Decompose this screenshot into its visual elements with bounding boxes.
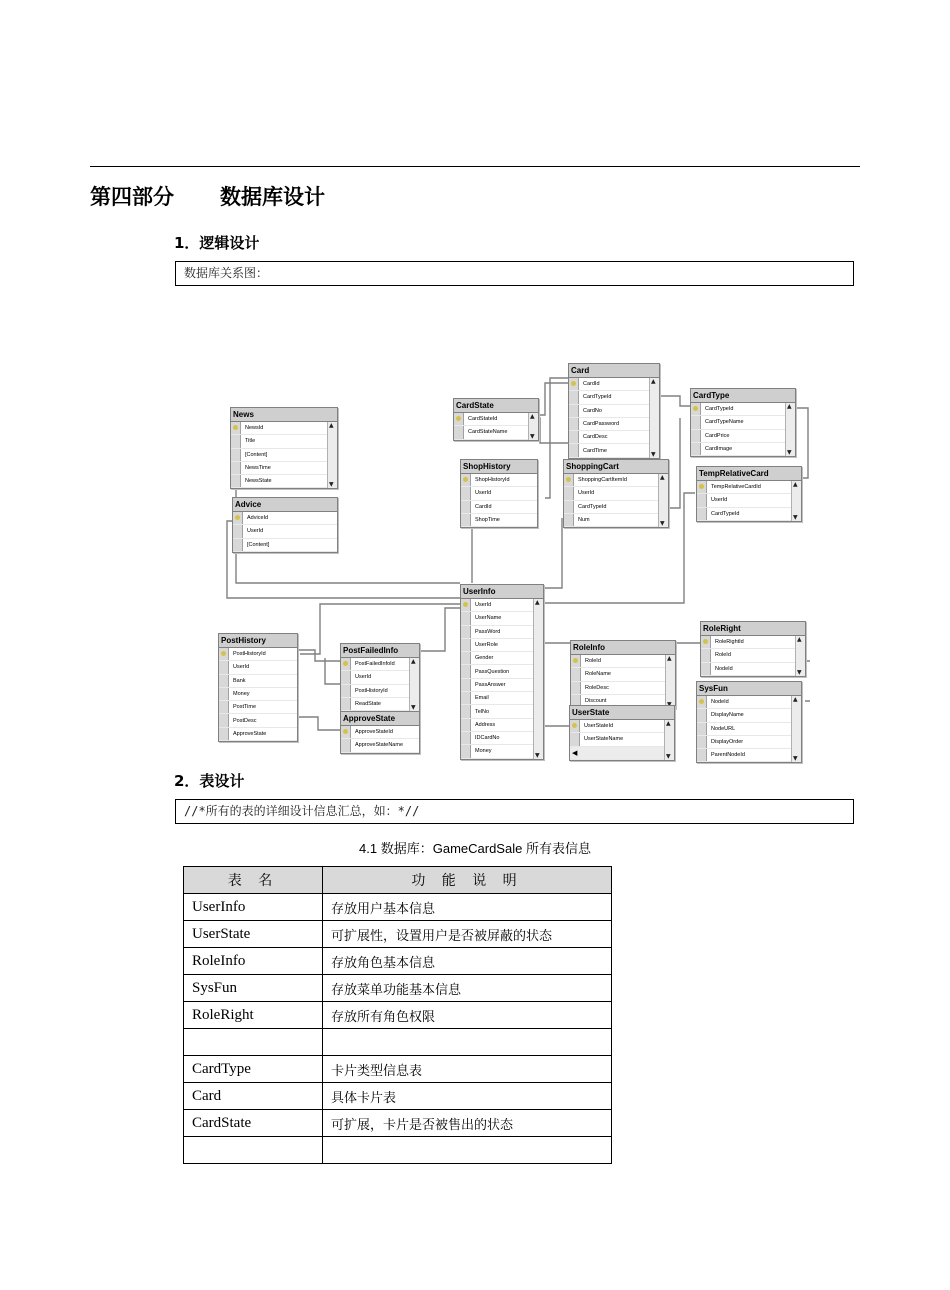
scrollbar[interactable]	[409, 658, 419, 711]
er-table-title: PostHistory	[219, 634, 297, 648]
er-column: CardTypeName	[691, 416, 795, 429]
er-column: NewsId	[231, 422, 337, 435]
er-column: UserRole	[461, 639, 543, 652]
er-column: RoleId	[571, 655, 675, 668]
er-column: CardId	[569, 378, 659, 391]
er-column: UserId	[564, 487, 668, 500]
er-column: CardTime	[569, 444, 659, 457]
er-column: ApproveStateName	[341, 739, 419, 752]
er-column: UserId	[697, 494, 801, 507]
table-name-cell: UserState	[184, 921, 323, 948]
scrollbar[interactable]	[649, 378, 659, 458]
er-table-title: UserInfo	[461, 585, 543, 599]
er-column: UserId	[219, 661, 297, 674]
er-column: NodeId	[697, 696, 801, 709]
er-column: UserId	[233, 525, 337, 538]
er-column: CardStateName	[454, 426, 538, 439]
er-column: ParentNodeId	[697, 749, 801, 762]
er-column: ShopHistoryId	[461, 474, 537, 487]
er-table-title: RoleInfo	[571, 641, 675, 655]
er-column: Money	[461, 745, 543, 758]
er-column: CardTypeId	[697, 508, 801, 521]
section-table-design-title: 2．表设计	[174, 772, 245, 790]
er-column: UserStateId	[570, 720, 674, 733]
er-column: PostFailedInfoId	[341, 658, 419, 671]
er-column: [Content]	[233, 539, 337, 552]
er-column: PostHistoryId	[341, 685, 419, 698]
page-title: 第四部分 数据库设计	[90, 185, 325, 209]
er-column: DisplayName	[697, 709, 801, 722]
er-column: Gender	[461, 652, 543, 665]
er-table-temprelativecard[interactable]	[696, 466, 802, 522]
er-column: RoleDesc	[571, 682, 675, 695]
header-table-name: 表 名	[184, 867, 323, 894]
er-column: ShoppingCartItemId	[564, 474, 668, 487]
table-row	[184, 975, 612, 1002]
er-table-news[interactable]	[230, 407, 338, 489]
er-column: CardStateId	[454, 413, 538, 426]
er-column: CardImage	[691, 443, 795, 456]
er-column: CardId	[461, 501, 537, 514]
er-column: Email	[461, 692, 543, 705]
er-column: RoleName	[571, 668, 675, 681]
scrollbar[interactable]	[665, 655, 675, 708]
er-column: CardDesc	[569, 431, 659, 444]
table-row	[184, 948, 612, 975]
table-row	[184, 921, 612, 948]
er-column: NodeId	[701, 663, 805, 676]
table-name-cell: Card	[184, 1083, 323, 1110]
er-column: CardPassword	[569, 418, 659, 431]
table-row	[184, 1110, 612, 1137]
er-table-title: RoleRight	[701, 622, 805, 636]
er-column: PostHistoryId	[219, 648, 297, 661]
table-name-cell: SysFun	[184, 975, 323, 1002]
er-column: ReadState	[341, 698, 419, 711]
er-table-userinfo[interactable]	[460, 584, 544, 760]
er-column: TelNo	[461, 705, 543, 718]
er-column: DisplayOrder	[697, 736, 801, 749]
er-column: PostTime	[219, 701, 297, 714]
table-row	[184, 1002, 612, 1029]
er-column: ApproveState	[219, 728, 297, 741]
er-column: CardTypeId	[691, 403, 795, 416]
er-column: AdviceId	[233, 512, 337, 525]
er-table-title: Advice	[233, 498, 337, 512]
table-row	[184, 1056, 612, 1083]
er-column: Bank	[219, 675, 297, 688]
section-logical-design-title: 1．逻辑设计	[174, 234, 260, 252]
description-cell	[323, 1029, 612, 1056]
er-table-roleright[interactable]	[700, 621, 806, 677]
er-column: TempRelativeCardId	[697, 481, 801, 494]
er-column: Discount	[571, 695, 675, 708]
horizontal-scrollbar[interactable]: ◀	[570, 747, 674, 760]
er-table-title: UserState	[570, 706, 674, 720]
scrollbar[interactable]	[327, 422, 337, 488]
er-column: RoleId	[701, 649, 805, 662]
er-table-title: ShoppingCart	[564, 460, 668, 474]
er-table-roleinfo[interactable]	[570, 640, 676, 709]
er-column: ApproveStateId	[341, 726, 419, 739]
table-name-cell	[184, 1137, 323, 1164]
er-table-title: TempRelativeCard	[697, 467, 801, 481]
scrollbar[interactable]	[528, 413, 538, 440]
database-diagram	[210, 358, 810, 758]
scrollbar[interactable]	[785, 403, 795, 456]
table-row	[184, 1029, 612, 1056]
table-name-cell: RoleRight	[184, 1002, 323, 1029]
er-column: CardTypeId	[569, 391, 659, 404]
er-table-shophistory[interactable]	[460, 459, 538, 528]
er-table-userstate[interactable]	[569, 705, 675, 761]
er-table-card[interactable]	[568, 363, 660, 459]
er-column: UserId	[461, 599, 543, 612]
er-column: CardPrice	[691, 430, 795, 443]
er-column: RoleRightId	[701, 636, 805, 649]
er-table-title: PostFailedInfo	[341, 644, 419, 658]
description-cell	[323, 1137, 612, 1164]
table-name-cell	[184, 1029, 323, 1056]
er-column: PassAnswer	[461, 679, 543, 692]
scrollbar[interactable]	[795, 636, 805, 676]
er-column: PostDesc	[219, 714, 297, 727]
table-name-cell: RoleInfo	[184, 948, 323, 975]
er-column: UserName	[461, 612, 543, 625]
er-table-cardtype[interactable]	[690, 388, 796, 457]
er-table-title: SysFun	[697, 682, 801, 696]
er-table-cardstate[interactable]	[453, 398, 539, 441]
table-caption: 4.1 数据库：GameCardSale 所有表信息	[359, 841, 591, 856]
table-row	[184, 894, 612, 921]
er-table-advice[interactable]	[232, 497, 338, 553]
er-column: [Content]	[231, 449, 337, 462]
description-cell: 存放所有角色权限	[323, 1002, 612, 1029]
tables-info-table	[183, 866, 612, 1164]
description-cell: 存放菜单功能基本信息	[323, 975, 612, 1002]
table-row	[184, 1083, 612, 1110]
table-name-cell: CardType	[184, 1056, 323, 1083]
scrollbar[interactable]	[791, 481, 801, 521]
er-column: UserStateName	[570, 733, 674, 746]
description-cell: 存放角色基本信息	[323, 948, 612, 975]
table-name-cell: UserInfo	[184, 894, 323, 921]
er-table-title: ShopHistory	[461, 460, 537, 474]
description-cell: 卡片类型信息表	[323, 1056, 612, 1083]
er-column: Money	[219, 688, 297, 701]
description-cell: 存放用户基本信息	[323, 894, 612, 921]
table-row	[184, 1137, 612, 1164]
table-note-box: //*所有的表的详细设计信息汇总，如：*//	[175, 799, 854, 824]
er-table-title: CardState	[454, 399, 538, 413]
er-column: Title	[231, 435, 337, 448]
er-table-title: CardType	[691, 389, 795, 403]
er-column: CardNo	[569, 405, 659, 418]
er-column: PassQuestion	[461, 665, 543, 678]
er-table-title: News	[231, 408, 337, 422]
header-description: 功 能 说 明	[323, 867, 612, 894]
header-rule	[90, 166, 860, 167]
er-column: CardTypeId	[564, 501, 668, 514]
er-table-title: Card	[569, 364, 659, 378]
description-cell: 可扩展性，设置用户是否被屏蔽的状态	[323, 921, 612, 948]
description-cell: 可扩展，卡片是否被售出的状态	[323, 1110, 612, 1137]
er-table-posthistory[interactable]	[218, 633, 298, 742]
er-column: NewsTime	[231, 462, 337, 475]
table-header-row	[184, 867, 612, 894]
er-table-postfailedinfo[interactable]	[340, 643, 420, 712]
er-column: UserId	[461, 487, 537, 500]
er-column: ShopTime	[461, 514, 537, 527]
er-column: UserId	[341, 671, 419, 684]
er-column: Address	[461, 719, 543, 732]
scrollbar[interactable]	[664, 720, 674, 760]
er-column: Num	[564, 514, 668, 527]
er-column: IDCardNo	[461, 732, 543, 745]
diagram-note-box: 数据库关系图：	[175, 261, 854, 286]
er-column: NodeURL	[697, 723, 801, 736]
er-column: PassWord	[461, 626, 543, 639]
scrollbar[interactable]	[533, 599, 543, 759]
er-table-shoppingcart[interactable]	[563, 459, 669, 528]
scrollbar[interactable]	[658, 474, 668, 527]
er-table-sysfun[interactable]	[696, 681, 802, 763]
er-table-approvestate[interactable]	[340, 711, 420, 754]
er-column: NewsState	[231, 475, 337, 488]
scrollbar[interactable]	[791, 696, 801, 762]
description-cell: 具体卡片表	[323, 1083, 612, 1110]
er-table-title: ApproveState	[341, 712, 419, 726]
table-name-cell: CardState	[184, 1110, 323, 1137]
